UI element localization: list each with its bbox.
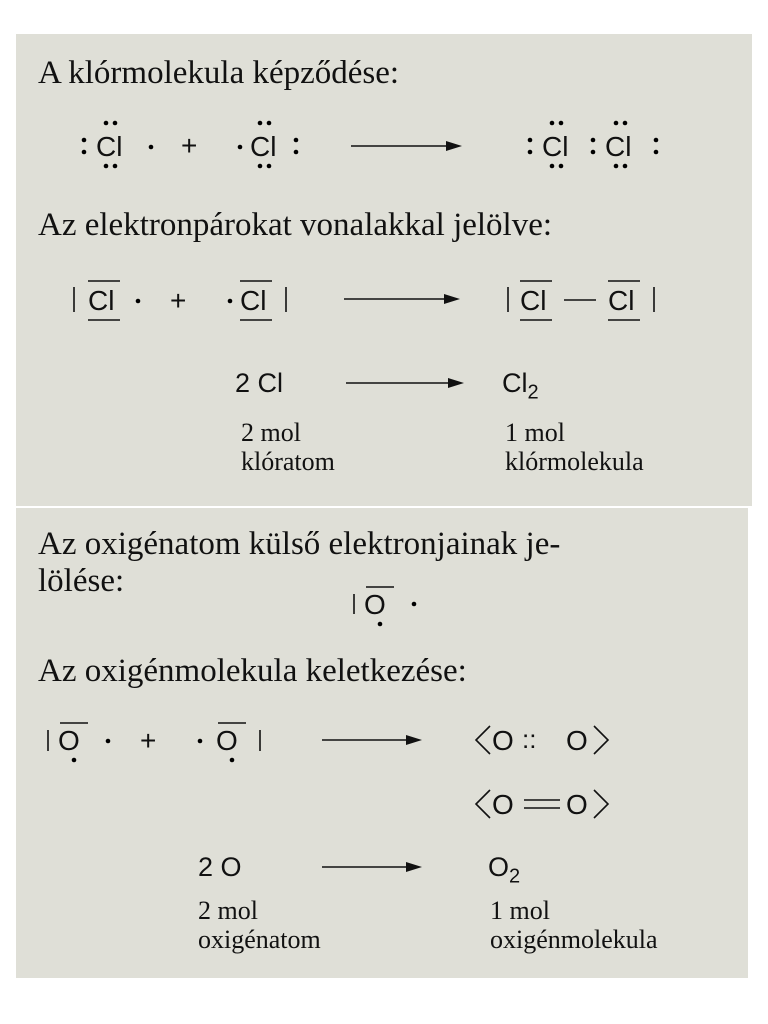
o-symbol: O xyxy=(566,725,588,756)
chlorine-subtitle: Az elektronpárokat vonalakkal jelölve: xyxy=(38,207,553,243)
oxygen-panel xyxy=(16,508,748,978)
cl2-line-structure xyxy=(508,281,654,320)
o-symbol: O xyxy=(216,725,238,756)
equation-left: 2 Cl xyxy=(235,368,284,398)
cl-atom-lines-right xyxy=(228,281,286,320)
o2-line-structure xyxy=(476,789,608,820)
reaction-arrow xyxy=(322,735,422,745)
molecule-symbol: O xyxy=(488,852,510,882)
o-symbol: O xyxy=(566,789,588,820)
reactant-name: klóratom xyxy=(241,447,335,477)
cl-symbol: Cl xyxy=(608,285,635,316)
equation-arrow xyxy=(346,378,464,388)
lewis-dot-row xyxy=(82,121,659,169)
oxygen-subtitle: Az oxigénmolekula keletkezése: xyxy=(38,653,467,689)
cl-atom-dots-right xyxy=(238,121,299,169)
o-symbol: O xyxy=(492,789,514,820)
reaction-arrow xyxy=(351,141,462,151)
o-symbol: O xyxy=(364,589,386,620)
plus-sign: + xyxy=(181,130,198,161)
cl-symbol: Cl xyxy=(240,285,267,316)
reactant-name: oxigénatom xyxy=(198,925,321,955)
oxygen-title-line2: lölése: xyxy=(38,562,125,599)
o-symbol: O xyxy=(58,725,80,756)
plus-sign: + xyxy=(170,285,187,316)
molecule-subscript: 2 xyxy=(527,381,539,404)
oxygen-reaction-row xyxy=(48,723,608,820)
oxygen-title-line1: Az oxigénatom külső elektronjainak je- xyxy=(38,526,561,562)
cl-symbol: Cl xyxy=(250,131,277,162)
o-atom-notation xyxy=(354,587,416,626)
cl-atom-lines-left xyxy=(74,281,140,320)
equation-right xyxy=(488,852,520,888)
product-amount: 1 mol xyxy=(505,418,565,447)
cl-symbol: Cl xyxy=(605,131,632,162)
lewis-line-row xyxy=(74,281,654,320)
molecule-symbol: Cl xyxy=(502,368,528,398)
shared-electron-pairs: :: xyxy=(522,724,537,754)
equation-arrow xyxy=(322,862,422,872)
reactant-amount: 2 mol xyxy=(198,896,258,925)
molecule-subscript: 2 xyxy=(509,865,521,888)
product-label xyxy=(505,418,644,476)
cl-symbol: Cl xyxy=(542,131,569,162)
product-name: oxigénmolekula xyxy=(490,925,658,955)
chlorine-title: A klórmolekula képződése: xyxy=(38,55,400,91)
o-atom-left xyxy=(48,723,110,762)
reaction-arrow xyxy=(344,294,460,304)
equation-right xyxy=(502,368,539,404)
cl-atom-dots-left xyxy=(82,121,154,169)
product-amount: 1 mol xyxy=(490,896,550,925)
reactant-amount: 2 mol xyxy=(241,418,301,447)
chlorine-panel xyxy=(16,34,752,506)
product-name: klórmolekula xyxy=(505,447,644,477)
cl-symbol: Cl xyxy=(96,131,123,162)
product-label xyxy=(490,896,658,954)
equation-left: 2 O xyxy=(198,852,242,882)
o-atom-right xyxy=(198,723,260,762)
o2-dot-structure xyxy=(476,724,608,756)
cl-symbol: Cl xyxy=(88,285,115,316)
cl-symbol: Cl xyxy=(520,285,547,316)
plus-sign: + xyxy=(140,725,157,756)
reactant-label xyxy=(198,896,321,954)
reactant-label xyxy=(241,418,335,476)
cl2-dot-structure xyxy=(528,121,659,169)
o-symbol: O xyxy=(492,725,514,756)
